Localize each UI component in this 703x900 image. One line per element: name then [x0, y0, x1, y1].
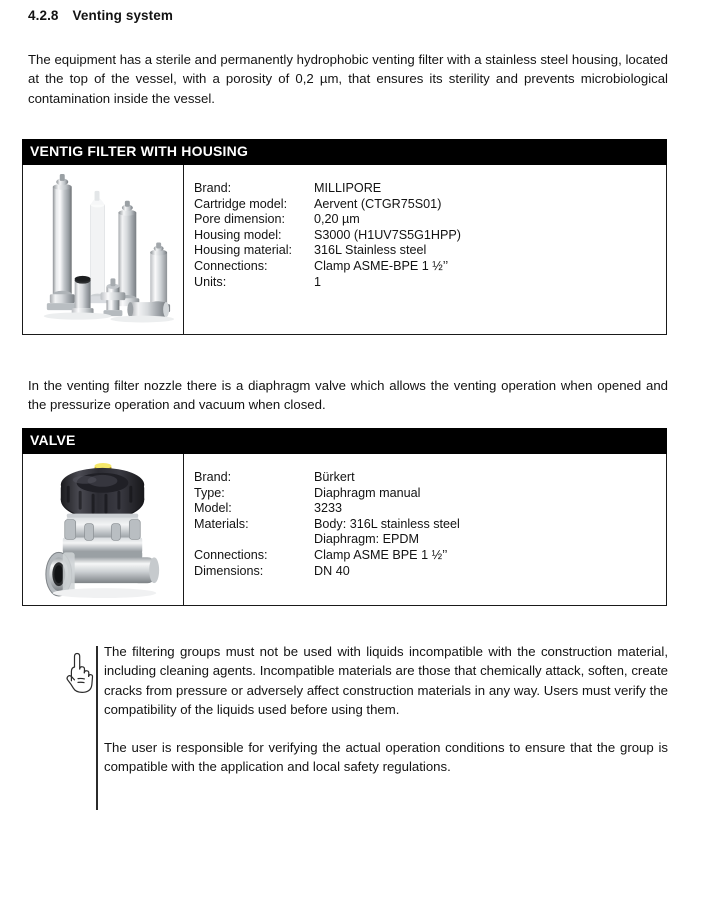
spec-label: Housing model: — [194, 227, 282, 242]
spec-value: Clamp ASME-BPE 1 ½’’ — [314, 258, 449, 273]
spec-label: Dimensions: — [194, 563, 264, 578]
spec-row — [194, 212, 666, 228]
note-paragraph-2: The user is responsible for verifying the actual operation conditions to ensure that the group is compatible with the application and local safety regulations. — [104, 740, 668, 775]
spec-row — [194, 532, 666, 548]
spec-value: Diaphragm: EPDM — [314, 532, 419, 547]
valve-equipment-table — [22, 428, 667, 606]
spec-row — [194, 197, 666, 213]
filter-equipment-table — [22, 139, 667, 335]
spec-row — [194, 517, 666, 533]
spec-value: 3233 — [314, 501, 343, 516]
section-heading — [28, 8, 173, 23]
intro-paragraph: The equipment has a sterile and permanently hydrophobic venting filter with a stainless steel housing, located at the top of the vessel, with a porosity of 0,2 µm, that ensures its sterility and prevents microbiological contamination inside the vessel. — [28, 52, 668, 106]
spec-label: Connections: — [194, 547, 268, 562]
spec-value: 0,20 µm — [314, 212, 360, 227]
spec-label: Brand: — [194, 470, 232, 484]
spec-value: S3000 (H1UV7S5G1HPP) — [314, 227, 461, 242]
valve-paragraph: In the venting filter nozzle there is a diaphragm valve which allows the venting operation when opened and the pressurize operation and vacuum when closed. — [28, 378, 668, 413]
spec-label: Type: — [194, 485, 225, 500]
valve-table-header: VALVE — [22, 428, 667, 454]
spec-label: Cartridge model: — [194, 196, 288, 211]
filter-housings-photo — [23, 165, 183, 334]
spec-label: Brand: — [194, 181, 232, 195]
spec-row — [194, 486, 666, 502]
spec-label: Connections: — [194, 258, 268, 273]
valve-table-body — [22, 454, 667, 606]
note-vertical-rule — [96, 646, 98, 810]
spec-row — [194, 501, 666, 517]
spec-value: Diaphragm manual — [314, 485, 421, 500]
spec-label: Housing material: — [194, 243, 292, 258]
spec-label: Units: — [194, 274, 227, 289]
filter-table-header: VENTIG FILTER WITH HOUSING — [22, 139, 667, 165]
spec-label: Materials: — [194, 516, 249, 531]
spec-label: Model: — [194, 501, 232, 516]
section-title: Venting system — [72, 8, 173, 23]
spec-row — [194, 228, 666, 244]
diaphragm-valve-photo — [23, 454, 183, 605]
filter-image-cell — [23, 165, 184, 334]
valve-image-cell — [23, 454, 184, 605]
filter-table-body — [22, 165, 667, 335]
note-text — [104, 642, 668, 777]
pointing-hand-icon — [60, 650, 94, 694]
spec-value: DN 40 — [314, 563, 350, 578]
note-paragraph-1: The filtering groups must not be used with liquids incompatible with the construction material, including cleaning agents. Incompatible materials are those that chemically attack, soften, create cracks from pressure or adversely affect construction materials in any way. Users must verify the compatibility of the liquids used before using them. — [104, 644, 668, 717]
spec-value: MILLIPORE — [314, 181, 382, 195]
spec-value: Clamp ASME BPE 1 ½’’ — [314, 547, 448, 562]
spec-row — [194, 548, 666, 564]
filter-spec-list — [184, 165, 666, 334]
spec-row — [194, 243, 666, 259]
spec-row — [194, 564, 666, 580]
warning-note-block — [22, 642, 668, 777]
section-number: 4.2.8 — [28, 8, 59, 23]
valve-spec-list — [184, 454, 666, 605]
spec-row — [194, 275, 666, 291]
spec-row — [194, 470, 666, 486]
spec-value: Aervent (CTGR75S01) — [314, 196, 442, 211]
spec-value: Bürkert — [314, 470, 355, 484]
spec-value: 1 — [314, 274, 322, 289]
spec-label: Pore dimension: — [194, 212, 286, 227]
spec-row — [194, 181, 666, 197]
spec-value: 316L Stainless steel — [314, 243, 427, 258]
spec-value: Body: 316L stainless steel — [314, 516, 460, 531]
spec-row — [194, 259, 666, 275]
